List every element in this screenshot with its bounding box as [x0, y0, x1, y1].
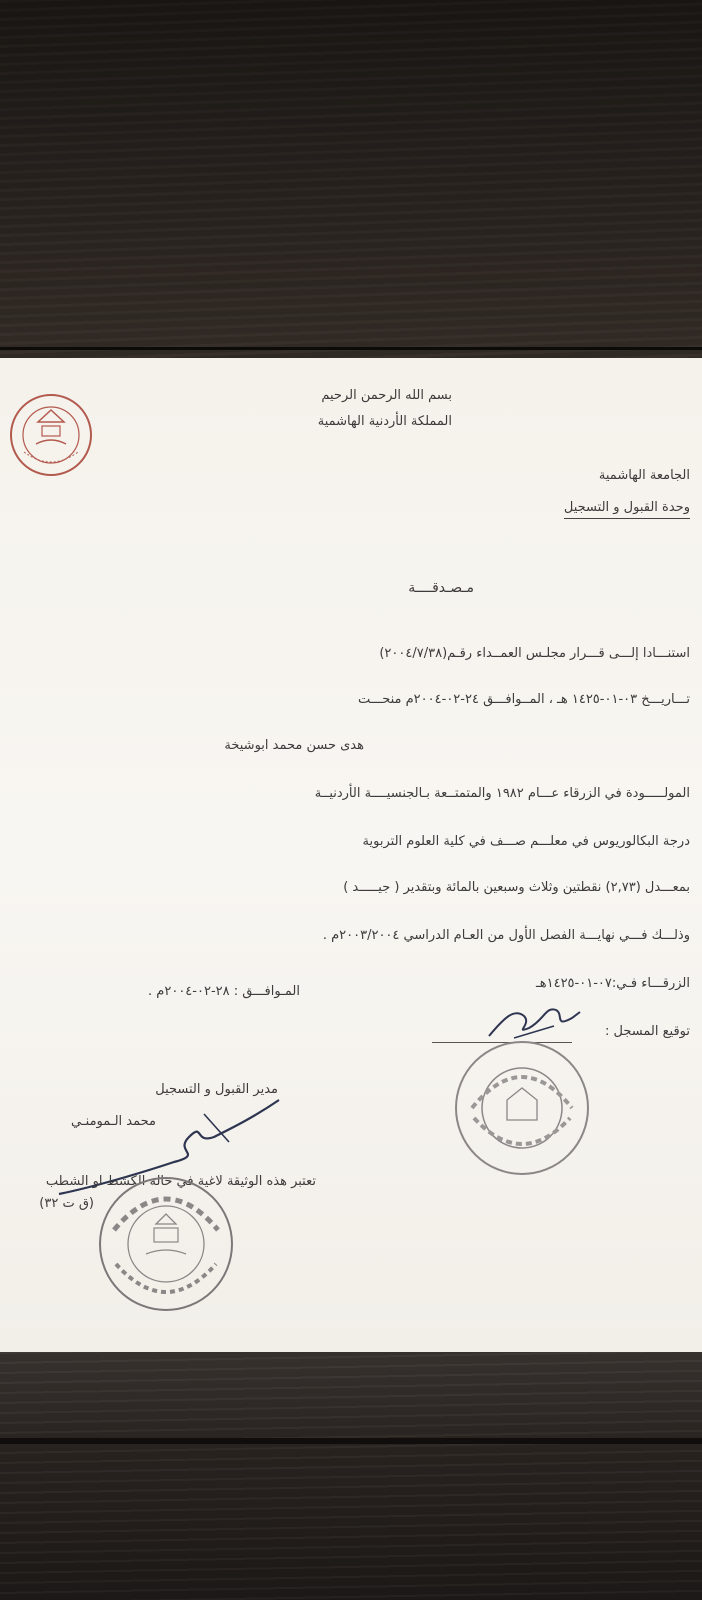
kingdom-heading: المملكة الأردنية الهاشمية — [317, 414, 452, 429]
registrar-faculty-stamp — [452, 1038, 592, 1178]
basmala: بسم الله الرحمن الرحيم — [321, 388, 452, 403]
gregorian-date: المـوافـــق : ٢٨-٠٢-٢٠٠٤م . — [148, 984, 300, 999]
body-line-1: استنـــادا إلـــى قـــرار مجلـس العمــداء رقـم(٢٠٠٤/٧/٣٨) — [379, 646, 690, 661]
table-edge — [0, 347, 702, 350]
graduate-name: هدى حسن محمد ابوشيخة — [224, 738, 364, 753]
certificate-paper — [0, 358, 702, 1352]
body-line-7: وذلـــك فـــي نهايـــة الفصل الأول من العـام الدراسي ٢٠٠٣/٢٠٠٤م . — [322, 928, 690, 943]
validity-note: تعتبر هذه الوثيقة لاغية في حالة الكشط او الشطب — [45, 1174, 316, 1189]
registrar-general-stamp — [96, 1174, 236, 1314]
director-title: مدير القبول و التسجيل — [155, 1082, 278, 1097]
body-line-6: بمعـــدل (٢,٧٣) نقطتين وثلاث وسبعين بالمائة وبتقدير ( جيـــــد ) — [343, 880, 690, 895]
university-logo-seal — [8, 392, 94, 478]
director-name: محمد الـمومنـي — [71, 1114, 156, 1129]
registrar-signature-label: توقيع المسجل : — [605, 1024, 690, 1039]
table-surface-bottom — [0, 1352, 702, 1600]
document-title: مـصـدقــــة — [408, 580, 474, 596]
university-name: الجامعة الهاشمية — [598, 468, 690, 483]
form-code: (ق ت ٣٢) — [39, 1196, 94, 1211]
body-line-5: درجة البكالوريوس في معلـــم صـــف في كلية العلوم التربوية — [362, 834, 690, 849]
table-groove — [0, 1438, 702, 1444]
issued-date: الزرقـــاء فـي:٠٧-٠١-١٤٢٥هـ — [535, 976, 690, 991]
table-surface-top — [0, 0, 702, 358]
body-line-4: المولـــــودة في الزرقاء عـــام ١٩٨٢ والمتمتــعة بـالجنسيــــة الأردنيــة — [314, 786, 690, 801]
admission-unit: وحدة القبول و التسجيل — [564, 500, 690, 519]
body-line-2: تـــاريـــخ ٠٣-٠١-١٤٢٥ هـ ، المــوافـــق ٢٤-٠٢-٢٠٠٤م منحـــت — [358, 692, 690, 707]
